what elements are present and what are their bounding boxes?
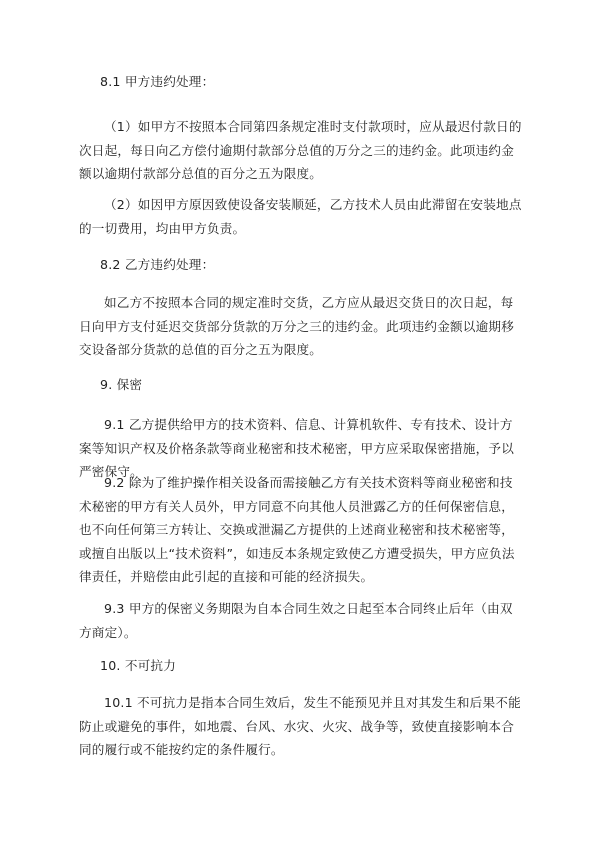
paragraph-8-1-1: （1）如甲方不按照本合同第四条规定准时支付款项时，应从最迟付款日的次日起，每日向乙方偿付逾期付款部分总值的万分之三的违约金。此项违约金额以逾期付款部分总值的百分之五为限度。 <box>79 119 522 181</box>
paragraph-8-2: 如乙方不按照本合同的规定准时交货，乙方应从最迟交货日的次日起，每日向甲方支付延迟交货部分货款的万分之三的违约金。此项违约金额以逾期移交设备部分货款的总值的百分之五为限度。 <box>79 295 514 357</box>
paragraph-8-1-2: （2）如因甲方原因致使设备安装顺延，乙方技术人员由此滞留在安装地点的一切费用，均由甲方负责。 <box>79 197 522 236</box>
paragraph-9-1: 9.1 乙方提供给甲方的技术资料、信息、计算机软件、专有技术、设计方案等知识产权及价格条款等商业秘密和技术秘密，甲方应采取保密措施，予以严密保守。 <box>79 417 514 479</box>
section-heading-9: 9. 保密 <box>100 377 143 392</box>
paragraph-9-2: 9.2 除为了维护操作相关设备而需接触乙方有关技术资料等商业秘密和技术秘密的甲方有关人员外，甲方同意不向其他人员泄露乙方的任何保密信息，也不向任何第三方转让、交换或泄漏乙方提供的上述商业秘密和技术秘密等，或擅自出版以上“技术资料”，如违反本条规定致使乙方遭受损失，甲方应负法律责任，并赔偿由此引起的直接和可能的经济损失。 <box>79 475 515 584</box>
section-heading-8-1: 8.1 甲方违约处理： <box>100 74 215 89</box>
paragraph-10-1: 10.1 不可抗力是指本合同生效后，发生不能预见并且对其发生和后果不能防止或避免的事件，如地震、台风、水灾、火灾、战争等，致使直接影响本合同的履行或不能按约定的条件履行。 <box>79 695 521 757</box>
paragraph-9-3: 9.3 甲方的保密义务期限为自本合同生效之日起至本合同终止后年（由双方商定）。 <box>79 601 513 640</box>
section-heading-8-2: 8.2 乙方违约处理： <box>100 257 215 272</box>
section-heading-10: 10. 不可抗力 <box>100 658 177 673</box>
